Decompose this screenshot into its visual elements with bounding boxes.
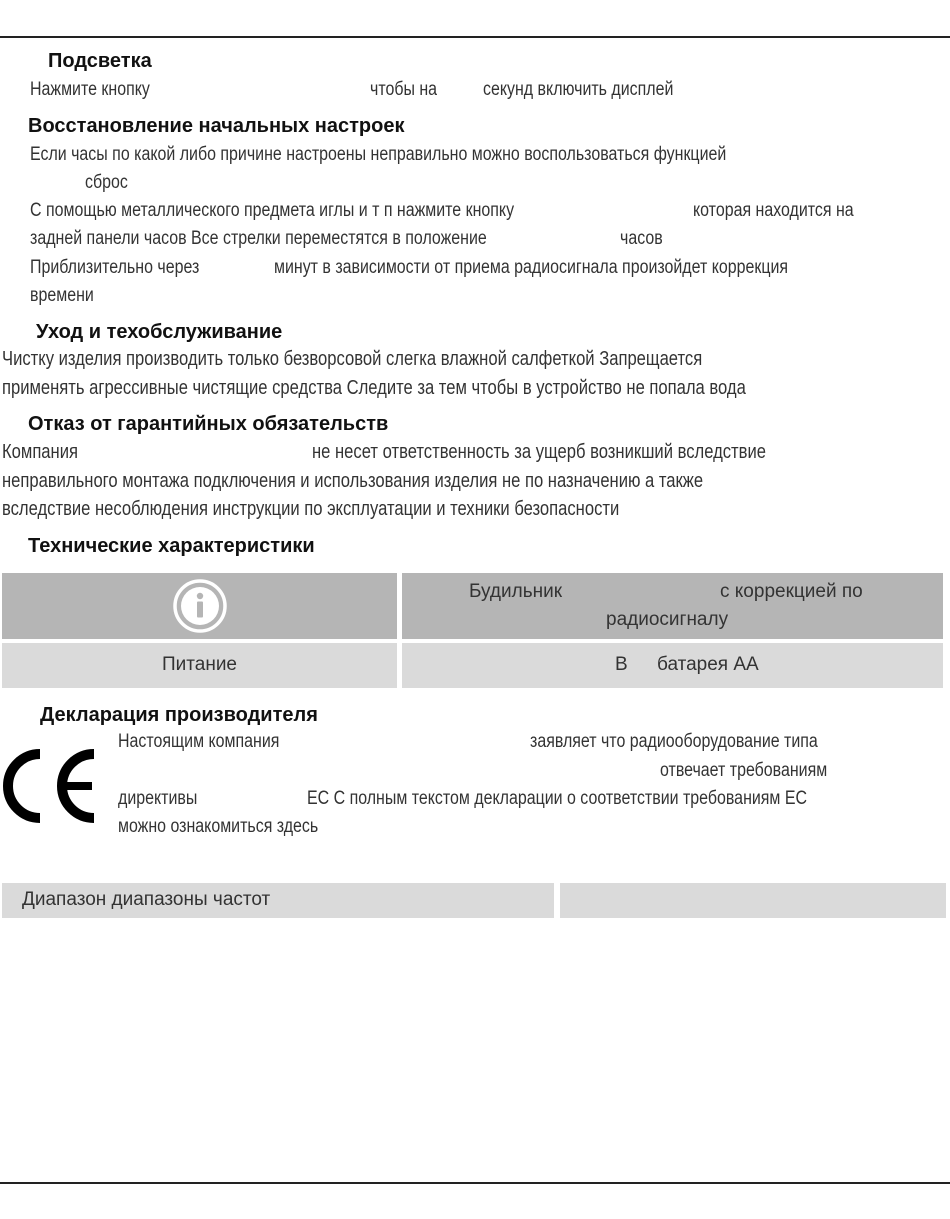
reset-p3-line1-a: Приблизительно через	[30, 257, 200, 278]
spec-header-line2: радиосигналу	[606, 609, 729, 630]
declaration-line1-a: Настоящим компания	[118, 731, 280, 752]
declaration-heading: Декларация производителя	[40, 704, 318, 726]
reset-p3-line1-b: минут в зависимости от приема радиосигнала произойдет коррекция	[274, 257, 789, 278]
spec-header-line1-b: с коррекцией по	[720, 581, 863, 602]
warranty-line3: вследствие несоблюдения инструкции по эксплуатации и техники безопасности	[2, 498, 620, 520]
reset-p2-line2-a: задней панели часов Все стрелки переместятся в положение	[30, 228, 487, 249]
spec-icon-cell	[2, 573, 397, 639]
backlight-text-c: секунд включить дисплей	[483, 79, 674, 100]
spec-value-b: батарея АА	[657, 654, 759, 675]
warranty-line1-b: не несет ответственность за ущерб возникший вследствие	[312, 441, 766, 463]
bottom-rule	[0, 1182, 950, 1184]
freq-label-cell	[2, 883, 554, 918]
reset-p2-line1-b: которая находится на	[693, 200, 854, 221]
reset-p1-line1: Если часы по какой либо причине настроены неправильно можно воспользоваться функцией	[30, 144, 727, 165]
backlight-text-b: чтобы на	[370, 79, 438, 100]
info-icon	[172, 578, 228, 634]
declaration-line4: можно ознакомиться здесь	[118, 816, 319, 837]
reset-p2-line2-b: часов	[620, 228, 663, 249]
freq-value-cell	[560, 883, 946, 918]
reset-heading: Восстановление начальных настроек	[28, 115, 405, 137]
backlight-heading: Подсветка	[48, 50, 152, 72]
spec-label: Питание	[162, 654, 237, 675]
spec-header-line1-a: Будильник	[469, 581, 563, 602]
spec-header-cell	[402, 573, 943, 639]
declaration-line3-b: ЕС С полным текстом декларации о соответствии требованиям ЕС	[307, 788, 808, 809]
freq-label: Диапазон диапазоны частот	[22, 889, 271, 910]
reset-p1-line2: сброс	[85, 172, 128, 193]
warranty-line1-a: Компания	[2, 441, 78, 463]
declaration-line1-b: заявляет что радиооборудование типа	[530, 731, 818, 752]
warranty-line2: неправильного монтажа подключения и использования изделия не по назначению а также	[2, 470, 704, 492]
spec-label-cell	[2, 643, 397, 688]
backlight-text-a: Нажмите кнопку	[30, 79, 150, 100]
care-line1: Чистку изделия производить только безворсовой слегка влажной салфеткой Запрещается	[2, 348, 703, 370]
reset-p2-line1-a: С помощью металлического предмета иглы и т п нажмите кнопку	[30, 200, 515, 221]
top-rule	[0, 36, 950, 38]
ce-mark-icon	[2, 746, 102, 826]
spec-value-a: В	[615, 654, 628, 675]
warranty-heading: Отказ от гарантийных обязательств	[28, 413, 389, 435]
spec-value-cell	[402, 643, 943, 688]
declaration-line2: отвечает требованиям	[660, 760, 828, 781]
declaration-line3-a: директивы	[118, 788, 198, 809]
care-heading: Уход и техобслуживание	[36, 321, 283, 343]
reset-p3-line2: времени	[30, 285, 94, 306]
specs-heading: Технические характеристики	[28, 535, 315, 557]
care-line2: применять агрессивные чистящие средства Следите за тем чтобы в устройство не попала вода	[2, 377, 746, 399]
